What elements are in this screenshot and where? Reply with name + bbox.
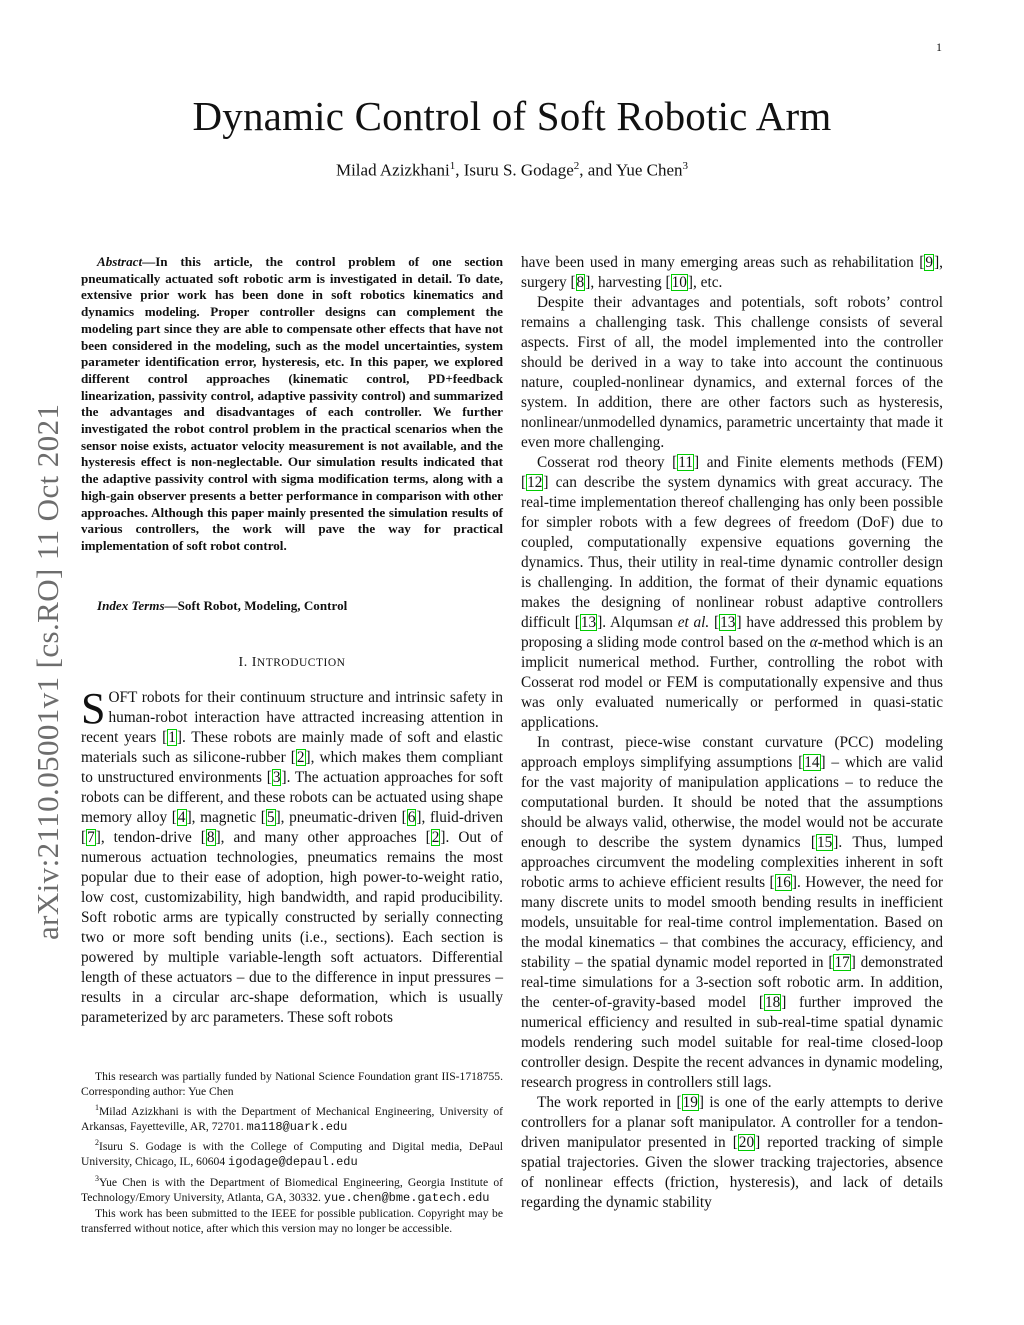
citation-link[interactable]: 15 xyxy=(817,834,833,851)
footnote-author-1: $^1$Milad Azizkhani is with the Department of Mechanical Engineering, University of Arkansas, Fayetteville, AR, 72701. ma118@uark.edu xyxy=(81,1102,503,1134)
footnote-author-2: $^2$Isuru S. Godage is with the College of Computing and Digital media, DePaul University, Chicago, IL, 60604 igodage@depaul.edu xyxy=(81,1138,503,1170)
footnote-funding: This research was partially funded by National Science Foundation grant IIS-1718755. Corresponding author: Yue Chen xyxy=(81,1070,503,1099)
abstract-label: Abstract xyxy=(97,254,143,269)
paper-title: Dynamic Control of Soft Robotic Arm xyxy=(192,93,832,139)
citation-link[interactable]: 14 xyxy=(804,754,820,771)
paragraph: have been used in many emerging areas such as rehabilitation [9], surgery [8], harvesting [10], etc. xyxy=(521,254,943,291)
footnotes xyxy=(81,1069,503,1237)
paragraph: In contrast, piece-wise constant curvature (PCC) modeling approach employs simplifying assumptions [14] – which are valid for the vast majority of manipulation applications – to reduce the computational burden. It should be noted that the assumptions should be always valid, otherwise, the model would not be accurate enough to describe the system dynamics [15]. Thus, lumped approaches circumvent the modeling complexities inherent in soft robotic arms to achieve efficient results [16]. However, the need for many discrete units to model smooth bending results in inefficient models, unsuitable for real-time control implementation. Based on the modal kinematics – that combines the accuracy, efficiency, and stability – the spatial dynamic model reported in [17] demonstrated real-time simulations for a 3-section soft robotic arm. In addition, the center-of-gravity-based model [18] further improved the numerical efficiency and resulted in sub-real-time spatial dynamic models rendering such model suitable for real-time closed-loop controller design. Despite the recent advances in dynamic modeling, research progress in controllers still lags. xyxy=(521,734,944,1091)
right-column xyxy=(521,253,943,1213)
footnote-author-3: $^3$Yue Chen is with the Department of Biomedical Engineering, Georgia Institute of Technology/Emory University, Atlanta, GA, 30332. yue.chen@bme.gatech.edu xyxy=(81,1173,503,1205)
citation-link[interactable]: 20 xyxy=(738,1134,755,1151)
email-link[interactable]: igodage@depaul.edu xyxy=(228,1155,358,1170)
citation-link[interactable]: 8 xyxy=(206,829,215,846)
index-terms: Index Terms—Soft Robot, Modeling, Control xyxy=(97,598,348,613)
footnote-ieee: This work has been submitted to the IEEE for possible publication. Copyright may be transferred without notice, after which this version may no longer be accessible. xyxy=(81,1206,503,1236)
citation-link[interactable]: 11 xyxy=(678,454,693,471)
citation-link[interactable]: 2 xyxy=(296,749,305,766)
abstract-text: —In this article, the control problem of one section pneumatically actuated soft robotic arm is investigated in detail. To date, extensive prior work has been done in soft robotics kinematics and dynamics modeling. Proper controller designs can complement the modeling part since they are able to compensate other effects that have not been considered in the modeling, such as the model uncertainties, system parameter identification error, hysteresis, etc. In this paper, we explored different control approaches (kinematic control, PD+feedback linearization, passivity control, adaptive passivity control) and summarized the advantages and disadvantages of each controller. We further investigated the robot control problem in the practical scenarios when the sensor noise exists, actuator velocity measurement is not available, and the hysteresis effect is non-neglectable. Our simulation results indicated that the adaptive passivity control with sigma modification terms, along with a high-gain observer presents a better performance in comparison with other approaches. Although this paper mainly presented the simulation results of various controllers, the work will pave the way for practical implementation of soft robot control. xyxy=(81,254,503,553)
citation-link[interactable]: 13 xyxy=(720,614,736,631)
drop-cap: S xyxy=(81,684,106,733)
paragraph: Cosserat rod theory [11] and Finite elements methods (FEM) [12] can describe the system dynamics with great accuracy. The real-time implementation thereof challenging has only been possible for simpler robots with a few degrees of freedom (DoF) due to coupled, computationally expensive equations governing the dynamics. Thus, their utility in real-time dynamic controller design is challenging. In addition, the format of their dynamic equations makes the designing of nonlinear robust adaptive controllers difficult [13]. Alqumsan et al. [13] have addressed this problem by proposing a sliding mode control based on the α-method which is an implicit numerical method. Further, controlling the robot with Cosserat rod model or FEM is computationally expensive and thus was only evaluated numerically or performed in quasi-static applications. xyxy=(521,454,944,731)
citation-link[interactable]: 9 xyxy=(925,254,934,271)
email-link[interactable]: ma118@uark.edu xyxy=(246,1119,348,1134)
page-number: 1 xyxy=(936,40,942,54)
abstract xyxy=(81,254,503,555)
citation-link[interactable]: 8 xyxy=(576,274,585,291)
citation-link[interactable]: 7 xyxy=(87,829,95,846)
introduction-paragraph: SOFT robots for their continuum structure and intrinsic safety in human-robot interaction have attracted increasing attention in recent years [1]. These robots are mainly made of soft and elastic materials such as silicone-rubber [2], which makes them compliant to unstructured environments [3]. The actuation approaches for soft robots can be different, and these robots can be actuated using shape memory alloy [4], magnetic [5], pneumatic-driven [6], fluid-driven [7], tendon-drive [8], and many other approaches [2]. Out of numerous actuation technologies, pneumatics remains the most popular due to their ease of adoption, high power-to-weight ratio, low cost, customizability, high bandwidth, and rapid producibility. Soft robotic arms are typically constructed by serially connecting two or more soft bending units (i.e., sections). Each section is powered by multiple variable-length soft actuators. Differential length of these actuators – due to the difference in input pressures – results in a circular arc-shape deformation, which is usually parameterized by arc parameters. These soft robots xyxy=(81,684,504,1026)
citation-link[interactable]: 18 xyxy=(764,994,781,1011)
citation-link[interactable]: 3 xyxy=(272,769,281,786)
citation-link[interactable]: 17 xyxy=(834,954,850,971)
arxiv-stamp: arXiv:2110.05001v1 [cs.RO] 11 Oct 2021 xyxy=(30,403,65,940)
paragraph: Despite their advantages and potentials, soft robots’ control remains a challenging task. This challenge consists of several aspects. First of all, the model implemented into the controller should be derived in a way to take into account the continuous nature, coupled-nonlinear dynamics, and external forces of the system. In addition, there are other factors such as hysteresis, nonlinear/unmodelled dynamics, parametric uncertainty that made it even more challenging. xyxy=(521,294,943,451)
citation-link[interactable]: 5 xyxy=(266,809,275,826)
citation-link[interactable]: 10 xyxy=(671,274,687,291)
citation-link[interactable]: 12 xyxy=(527,474,543,491)
citation-link[interactable]: 1 xyxy=(168,729,176,746)
author-line: Milad Azizkhani$^1$, Isuru S. Godage$^2$, and Yue Chen$^3$ xyxy=(335,160,689,180)
section-heading-introduction: I. INTRODUCTION xyxy=(238,655,346,670)
paragraph: The work reported in [19] is one of the early attempts to derive controllers for a planar soft manipulator. A controller for a tendon-driven manipulator presented in [20] reported tracking of simple spatial trajectories. Given the slower tracking trajectories, absence of nonlinear effects (friction, hysteresis), and lack of details regarding the dynamic stability xyxy=(521,1094,943,1211)
citation-link[interactable]: 4 xyxy=(177,809,186,826)
citation-link[interactable]: 2 xyxy=(431,829,440,846)
citation-link[interactable]: 16 xyxy=(775,874,791,891)
citation-link[interactable]: 6 xyxy=(407,809,416,826)
citation-link[interactable]: 19 xyxy=(682,1094,698,1111)
citation-link[interactable]: 13 xyxy=(580,614,597,631)
email-link[interactable]: yue.chen@bme.gatech.edu xyxy=(323,1190,490,1205)
